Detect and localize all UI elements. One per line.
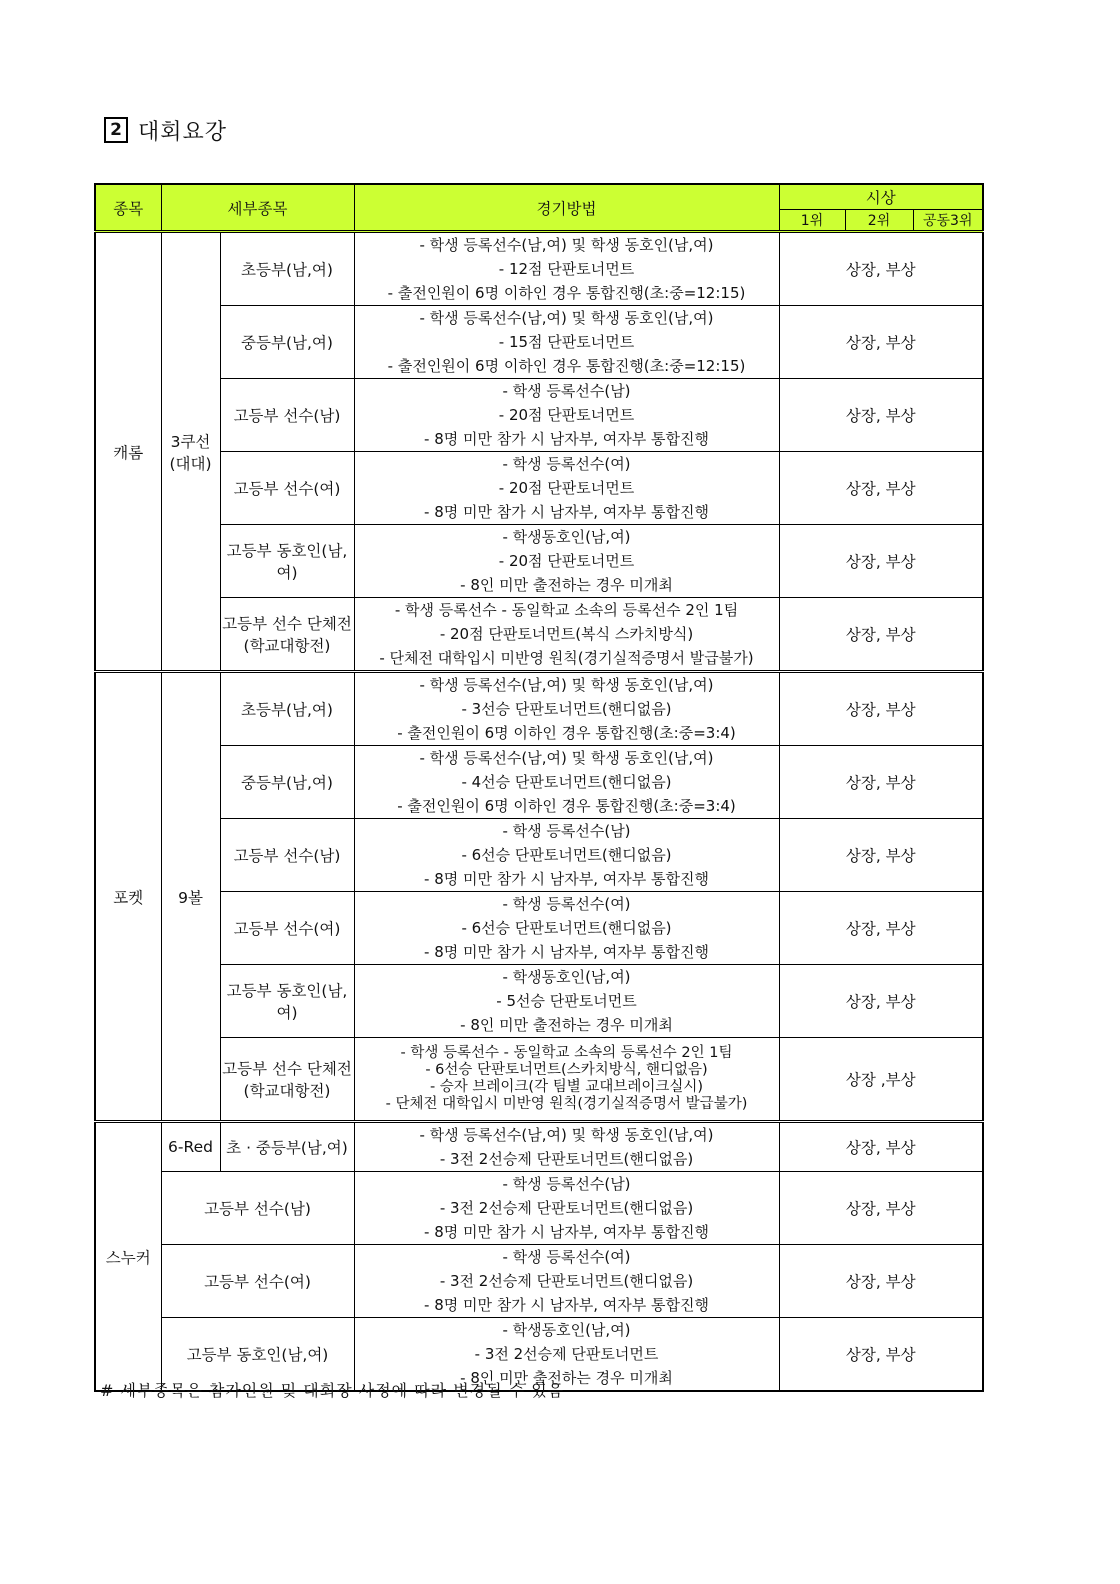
award-cell: 상장, 부상 <box>779 452 983 525</box>
method-line: - 학생 등록선수(여) <box>502 455 631 473</box>
section-title: 대회요강 <box>138 119 228 145</box>
method-line: - 6선승 단판토너먼트(스카치방식, 핸디없음) <box>425 1062 708 1078</box>
award-cell: 상장, 부상 <box>779 746 983 819</box>
method-line: - 20점 단판토너먼트 <box>498 552 635 570</box>
method-line: - 3전 2선승제 단판토너먼트 <box>474 1345 659 1363</box>
header-rank3: 공동3위 <box>913 210 983 232</box>
table-row <box>95 525 983 598</box>
method-line: - 3전 2선승제 단판토너먼트(핸디없음) <box>439 1199 694 1217</box>
method-line: - 학생동호인(남,여) <box>502 968 631 986</box>
award-cell: 상장, 부상 <box>779 892 983 965</box>
method-line: - 6선승 단판토너먼트(핸디없음) <box>461 846 672 864</box>
method-line: - 8명 미만 참가 시 남자부, 여자부 통합진행 <box>424 1296 709 1314</box>
method-line: - 6선승 단판토너먼트(핸디없음) <box>461 919 672 937</box>
method-cell <box>354 232 779 306</box>
method-line: - 학생 등록선수(여) <box>502 895 631 913</box>
footnote: # 세부종목은 참가인원 및 대회장 사정에 따라 변경될 수 있음 <box>100 1381 565 1400</box>
method-line: - 출전인원이 6명 이하인 경우 통합진행(초:중=3:4) <box>397 797 736 815</box>
header-method: 경기방법 <box>354 184 779 232</box>
method-line: - 학생 등록선수(남,여) 및 학생 동호인(남,여) <box>419 1126 714 1144</box>
award-cell: 상장, 부상 <box>779 1172 983 1245</box>
method-line: - 학생 등록선수(여) <box>502 1248 631 1266</box>
method-line: - 승자 브레이크(각 팀별 교대브레이크실시) <box>429 1079 704 1095</box>
discipline-cell: 6-Red <box>161 1122 220 1172</box>
table-row <box>95 965 983 1038</box>
method-line: - 학생 등록선수(남,여) 및 학생 동호인(남,여) <box>419 749 714 767</box>
award-cell: 상장, 부상 <box>779 1245 983 1318</box>
method-line: - 8명 미만 참가 시 남자부, 여자부 통합진행 <box>424 430 709 448</box>
method-line: - 출전인원이 6명 이하인 경우 통합진행(초:중=12:15) <box>387 284 746 302</box>
method-line: - 8명 미만 참가 시 남자부, 여자부 통합진행 <box>424 1223 709 1241</box>
award-cell: 상장, 부상 <box>779 306 983 379</box>
method-line: - 학생 등록선수(남) <box>502 382 631 400</box>
method-line: - 학생 등록선수(남,여) 및 학생 동호인(남,여) <box>419 676 714 694</box>
method-line: - 학생 등록선수(남,여) 및 학생 동호인(남,여) <box>419 236 714 254</box>
method-line: - 학생 등록선수(남) <box>502 822 631 840</box>
method-cell <box>354 672 779 746</box>
division-cell: 고등부 선수(여) <box>161 1245 354 1318</box>
method-line: - 4선승 단판토너먼트(핸디없음) <box>461 773 672 791</box>
award-cell: 상장, 부상 <box>779 525 983 598</box>
method-cell <box>354 892 779 965</box>
method-line: - 8인 미만 출전하는 경우 미개최 <box>460 1016 673 1034</box>
method-line: - 8명 미만 참가 시 남자부, 여자부 통합진행 <box>424 943 709 961</box>
competition-table <box>94 183 984 1392</box>
method-line: - 학생동호인(남,여) <box>502 1321 631 1339</box>
method-line: - 단체전 대학입시 미반영 원칙(경기실적증명서 발급불가) <box>379 649 754 667</box>
award-cell: 상장, 부상 <box>779 965 983 1038</box>
method-line: - 3전 2선승제 단판토너먼트(핸디없음) <box>439 1272 694 1290</box>
award-cell: 상장, 부상 <box>779 379 983 452</box>
table-row <box>95 452 983 525</box>
table-row <box>95 306 983 379</box>
method-cell <box>354 746 779 819</box>
method-line: - 15점 단판토너먼트 <box>498 333 635 351</box>
method-line: - 학생 등록선수(남) <box>502 1175 631 1193</box>
method-line: - 학생 등록선수(남,여) 및 학생 동호인(남,여) <box>419 309 714 327</box>
table-row <box>95 672 983 746</box>
division-cell: 초등부(남,여) <box>220 672 354 746</box>
method-line: - 8인 미만 출전하는 경우 미개최 <box>460 1369 673 1387</box>
method-line: - 5선승 단판토너먼트 <box>496 992 637 1010</box>
method-cell <box>354 598 779 672</box>
table-row <box>95 1122 983 1172</box>
division-cell: 고등부 선수(남) <box>220 379 354 452</box>
event-cell: 캐롬 <box>95 232 161 672</box>
method-cell <box>354 525 779 598</box>
method-cell <box>354 819 779 892</box>
header-rank2: 2위 <box>845 210 913 232</box>
discipline-cell: 3쿠선 (대대) <box>161 232 220 672</box>
award-cell: 상장 ,부상 <box>779 1038 983 1122</box>
division-cell: 고등부 선수(남) <box>220 819 354 892</box>
method-cell <box>354 1245 779 1318</box>
method-line: - 학생 등록선수 - 동일학교 소속의 등록선수 2인 1팀 <box>400 1045 733 1061</box>
method-line: - 8명 미만 참가 시 남자부, 여자부 통합진행 <box>424 870 709 888</box>
division-cell: 고등부 동호인(남,여) <box>220 965 354 1038</box>
method-cell <box>354 452 779 525</box>
method-cell <box>354 1122 779 1172</box>
method-line: - 학생 등록선수 - 동일학교 소속의 등록선수 2인 1팀 <box>394 601 739 619</box>
method-line: - 20점 단판토너먼트 <box>498 406 635 424</box>
award-cell: 상장, 부상 <box>779 672 983 746</box>
method-cell <box>354 1038 779 1122</box>
award-cell: 상장, 부상 <box>779 1318 983 1392</box>
division-cell: 초 · 중등부(남,여) <box>220 1122 354 1172</box>
section-number: 2 <box>104 117 128 143</box>
division-cell: 고등부 선수 단체전 (학교대항전) <box>220 1038 354 1122</box>
method-line: - 12점 단판토너먼트 <box>498 260 635 278</box>
table-row <box>95 1172 983 1245</box>
method-line: - 8명 미만 참가 시 남자부, 여자부 통합진행 <box>424 503 709 521</box>
event-cell: 포켓 <box>95 672 161 1122</box>
division-cell: 고등부 선수(여) <box>220 892 354 965</box>
method-line: - 3선승 단판토너먼트(핸디없음) <box>461 700 672 718</box>
pocket-group <box>95 672 983 1122</box>
award-cell: 상장, 부상 <box>779 819 983 892</box>
section-heading <box>104 114 227 146</box>
award-cell: 상장, 부상 <box>779 598 983 672</box>
carom-group <box>95 232 983 672</box>
table-row <box>95 892 983 965</box>
method-line: - 학생동호인(남,여) <box>502 528 631 546</box>
method-cell <box>354 965 779 1038</box>
division-cell: 고등부 동호인(남,여) <box>161 1318 354 1392</box>
division-cell: 고등부 선수 단체전 (학교대항전) <box>220 598 354 672</box>
division-cell: 고등부 동호인(남,여) <box>220 525 354 598</box>
header-sub-event: 세부종목 <box>161 184 354 232</box>
division-cell: 중등부(남,여) <box>220 746 354 819</box>
method-cell <box>354 1172 779 1245</box>
table-row <box>95 232 983 306</box>
method-line: - 출전인원이 6명 이하인 경우 통합진행(초:중=3:4) <box>397 724 736 742</box>
table-row <box>95 746 983 819</box>
division-cell: 고등부 선수(남) <box>161 1172 354 1245</box>
award-cell: 상장, 부상 <box>779 232 983 306</box>
header-rank1: 1위 <box>779 210 845 232</box>
method-cell <box>354 306 779 379</box>
snooker-group <box>95 1122 983 1392</box>
division-cell: 초등부(남,여) <box>220 232 354 306</box>
division-cell: 고등부 선수(여) <box>220 452 354 525</box>
table-row <box>95 819 983 892</box>
discipline-cell: 9볼 <box>161 672 220 1122</box>
method-line: - 20점 단판토너먼트(복식 스카치방식) <box>439 625 694 643</box>
method-cell <box>354 379 779 452</box>
table-row <box>95 598 983 672</box>
method-line: - 20점 단판토너먼트 <box>498 479 635 497</box>
table-row <box>95 1038 983 1122</box>
method-line: - 출전인원이 6명 이하인 경우 통합진행(초:중=12:15) <box>387 357 746 375</box>
header-event: 종목 <box>95 184 161 232</box>
division-cell: 중등부(남,여) <box>220 306 354 379</box>
award-cell: 상장, 부상 <box>779 1122 983 1172</box>
event-cell: 스누커 <box>95 1122 161 1392</box>
method-line: - 단체전 대학입시 미반영 원칙(경기실적증명서 발급불가) <box>385 1096 748 1112</box>
table-row <box>95 1245 983 1318</box>
method-line: - 8인 미만 출전하는 경우 미개최 <box>460 576 673 594</box>
header-award: 시상 <box>779 184 983 210</box>
method-line: - 3전 2선승제 단판토너먼트(핸디없음) <box>439 1150 694 1168</box>
table-row <box>95 379 983 452</box>
